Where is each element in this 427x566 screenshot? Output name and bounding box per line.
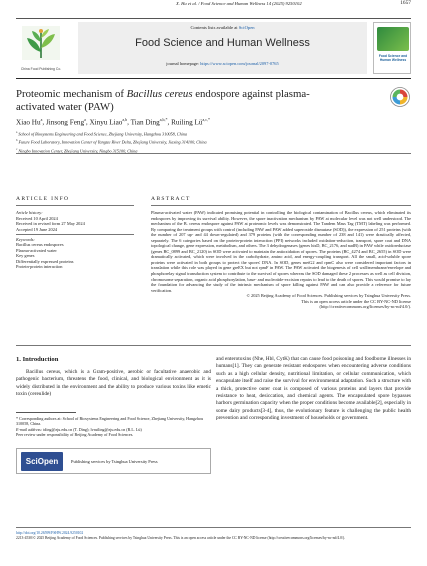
publisher-logo-caption: China Food Publishing Co. bbox=[20, 67, 62, 71]
footnote bbox=[16, 416, 211, 438]
footnote-divider bbox=[16, 412, 76, 413]
publisher-emblem-icon bbox=[16, 24, 66, 64]
abstract-copyright: © 2025 Beijing Academy of Food Sciences. Publishing services by Tsinghua University Press. bbox=[246, 293, 411, 299]
keywords-divider bbox=[16, 234, 134, 235]
page-number: 1657 bbox=[400, 0, 411, 6]
author[interactable]: Xiao Hu bbox=[16, 118, 41, 127]
bottom-info bbox=[16, 531, 411, 541]
article-title: Proteomic mechanism of Bacillus cereus endospore against plasma-activated water (PAW) bbox=[16, 88, 310, 113]
abstract-divider bbox=[151, 205, 411, 206]
introduction-left-column: Bacillus cereus, which is a Gram-positive, aerobic or facultative anaerobic and pathogenic bacterium, threatens the food, clinical, and biological environment as it is widely distributed in the environment and the ability to produce various toxins like emetic toxin (cereulide) bbox=[16, 369, 211, 398]
author[interactable]: Jinsong Feng bbox=[45, 118, 85, 127]
keyword[interactable]: Bacillus cereus endospores bbox=[16, 242, 64, 247]
history-revised: Received in revised form 27 May 2024 bbox=[16, 221, 85, 226]
homepage-link[interactable]: https://www.sciopen.com/journal/2097-0765 bbox=[200, 61, 279, 66]
publisher-logo bbox=[16, 24, 66, 70]
peer-review-note: Peer review under responsibility of Beijing Academy of Food Sciences. bbox=[16, 432, 134, 438]
abstract-heading: ABSTRACT bbox=[151, 196, 191, 202]
keyword[interactable]: Plasma-activated water bbox=[16, 247, 57, 253]
abstract-license-link[interactable]: (http://creativecommons.org/licenses/by-nc-nd/4.0/). bbox=[319, 304, 411, 310]
contents-line: Contents lists available at SciOpen bbox=[190, 25, 255, 30]
author[interactable]: Xinyu Liao bbox=[89, 118, 123, 127]
history-accepted: Accepted 19 June 2024 bbox=[16, 226, 58, 232]
doi-link[interactable]: http://doi.org/10.26599/FSHW.2024.9250102 bbox=[16, 531, 84, 535]
keyword[interactable]: Protein-protein interaction bbox=[16, 264, 63, 269]
article-info-heading: ARTICLE INFO bbox=[16, 196, 70, 202]
corresponding-authors: * Corresponding authors at: School of Biosystems Engineering and Food Science, Zhejiang University, Hangzhou 310058, China. bbox=[16, 416, 203, 427]
journal-masthead bbox=[16, 22, 411, 74]
sciopen-publisher-box bbox=[16, 448, 211, 474]
header-divider bbox=[16, 18, 411, 19]
cover-image bbox=[377, 27, 409, 51]
author-list: Xiao Hu$^a$, Jinsong Feng$^a$, Xinyu Liao$^{a,b}$, Tian Ding$^{a,b,*}$, Ruiling $Lü^{a,c,*}$ bbox=[16, 117, 211, 127]
abstract-body bbox=[151, 210, 411, 310]
keywords-label: Keywords: bbox=[16, 236, 35, 242]
email-addresses[interactable]: tding@zju.edu.cn (T. Ding); lvruiling@zju.edu.cn (R.L. Lü) bbox=[43, 426, 142, 432]
bottom-license: 2213-4530/© 2025 Beijing Academy of Food Sciences. Publishing services by Tsinghua University Press. This is an open access article under the CC BY-NC-ND license (http://creativecommons.org/licenses/by-nc-nd/4.0/). bbox=[16, 536, 346, 540]
journal-title: Food Science and Human Wellness bbox=[135, 37, 310, 49]
abstract-license: This is an open access article under the CC BY-NC-ND license bbox=[301, 298, 411, 304]
bottom-divider bbox=[16, 527, 411, 528]
abstract-text: Plasma-activated water (PAW) indicated promising potential in controlling the biological contamination of Bacillus cereus, which eliminated its endospores by improving its survival ability. However, the spore inactivation mechanism by PAW at molecular level was not well understood. The mechanism of the B. cereus endospore against PAW at proteomic levels was demonstrated. The Tandem Mass Tag (TMT) labeling was performed. By comparing the treatment groups with control (including PAW and PAW added superoxide dismutase (SOD)), the expression of 251 proteins (with the number of 207 up- and 44 down-regulated) and 379 proteins (with the corresponding number of 238 and 141) were drastically affected, separately. The 6 categories based on the protein-protein interaction (PPI) networks included oxidation-reduction, transport, spore coat and DNA topological change, gene expression, metabolism, and others. The 3 dehydrogenases (genes hisD, BC_2176, and nadB) in PAW while oxidoreductase (genes BC_0899 and BC_2120) in SOD were activated to maintain the antioxidation of spores. The proteins (BC_4274 and BC_2655) in SOD were dramatically activated, which were involved in the carbohydrate, amino acid, and energy-coupling transport. All the small, acid-soluble spore proteins were activated in both groups to protect the spores' DNA. In SOD, genes metG2 and rpmC also were considered important factors in translation while this role was played in gene greEX but not rpmF in PAW. The PAW activated the biogenesis of cell wall/membrane/envelope and phosphorelay signal transduction system to contribute to the survival of spores whereas the SOD damaged these 2 processes as well as cell division, chromosome separation, organic acid phosphorylation, base- and nucleotide-excision repairs to lead to the death of spores. This would promise to lay the foundation for advancing the study of the intrinsic mechanism of spore killing against PAW and can also provide a reference for future verification. bbox=[151, 210, 411, 293]
affiliation-divider bbox=[16, 153, 411, 154]
email-line: E-mail address: tding@zju.edu.cn (T. Ding); lvruiling@zju.edu.cn (R.L. Lü) bbox=[16, 426, 142, 432]
masthead-box bbox=[78, 22, 367, 74]
affiliations bbox=[16, 129, 406, 154]
running-header bbox=[0, 0, 427, 10]
sciopen-publisher-text: Publishing services by Tsinghua University Press bbox=[71, 459, 158, 464]
article-info-divider bbox=[16, 205, 134, 206]
article-info bbox=[16, 210, 134, 270]
check-for-updates-icon bbox=[389, 86, 411, 108]
author[interactable]: Tian Ding bbox=[130, 118, 160, 127]
keyword[interactable]: Differentially expressed proteins bbox=[16, 258, 74, 264]
affiliation: $^c$ Ningbo Innovation Center, Zhejiang University, Ningbo 315100, China bbox=[16, 146, 138, 154]
author[interactable]: Ruiling Lü bbox=[171, 118, 203, 127]
section-divider bbox=[16, 345, 411, 346]
history-received: Received 10 April 2024 bbox=[16, 215, 58, 221]
introduction-right-column: and enterotoxins (Nhe, Hbl, CytK) that can cause food poisoning and foodborne illnesses in humans[1]. They can generate resistant endospores when encountering adverse conditions such as a high cellular density, nutritional limitation, or cellular communication, which encapsulate itself and raise the survival for environmental adaptation. Such a structure with a thick, protective outer coat is composed of various proteins and layers that provide resistance to heat, desiccation, and chemical agents. The encapsulated spore bypasses harbors germination capacity when the proper conditions become available[2], especially in some dairy products[3-4], thus, the evolutionary feature is challenging the public health prevention and corresponding investment of households or government. bbox=[216, 356, 411, 422]
affiliation: $^a$ School of Biosystems Engineering and Food Science, Zhejiang University, Hangzhou 310058, China bbox=[16, 130, 188, 137]
masthead-divider bbox=[16, 78, 411, 79]
journal-homepage: journal homepage: https://www.sciopen.com/journal/2097-0765 bbox=[166, 61, 279, 66]
keyword[interactable]: Key genes bbox=[16, 253, 35, 258]
sciopen-link[interactable]: SciOpen bbox=[238, 25, 255, 30]
journal-cover-thumbnail bbox=[373, 22, 411, 74]
affiliation: $^b$ Future Food Laboratory, Innovation Center of Yangtze River Delta, Zhejiang University, Jiaxing 314100, China bbox=[16, 138, 207, 145]
check-for-updates-button[interactable] bbox=[389, 86, 411, 108]
cover-title: Food Science and Human Wellness bbox=[378, 54, 408, 62]
history-label: Article history: bbox=[16, 210, 43, 215]
sciopen-logo: SciOpen bbox=[21, 452, 63, 471]
running-citation: X. Hu et al. / Food Science and Human Wellness 14 (2025) 9250102 bbox=[176, 1, 302, 6]
introduction-heading: 1. Introduction bbox=[16, 356, 59, 363]
